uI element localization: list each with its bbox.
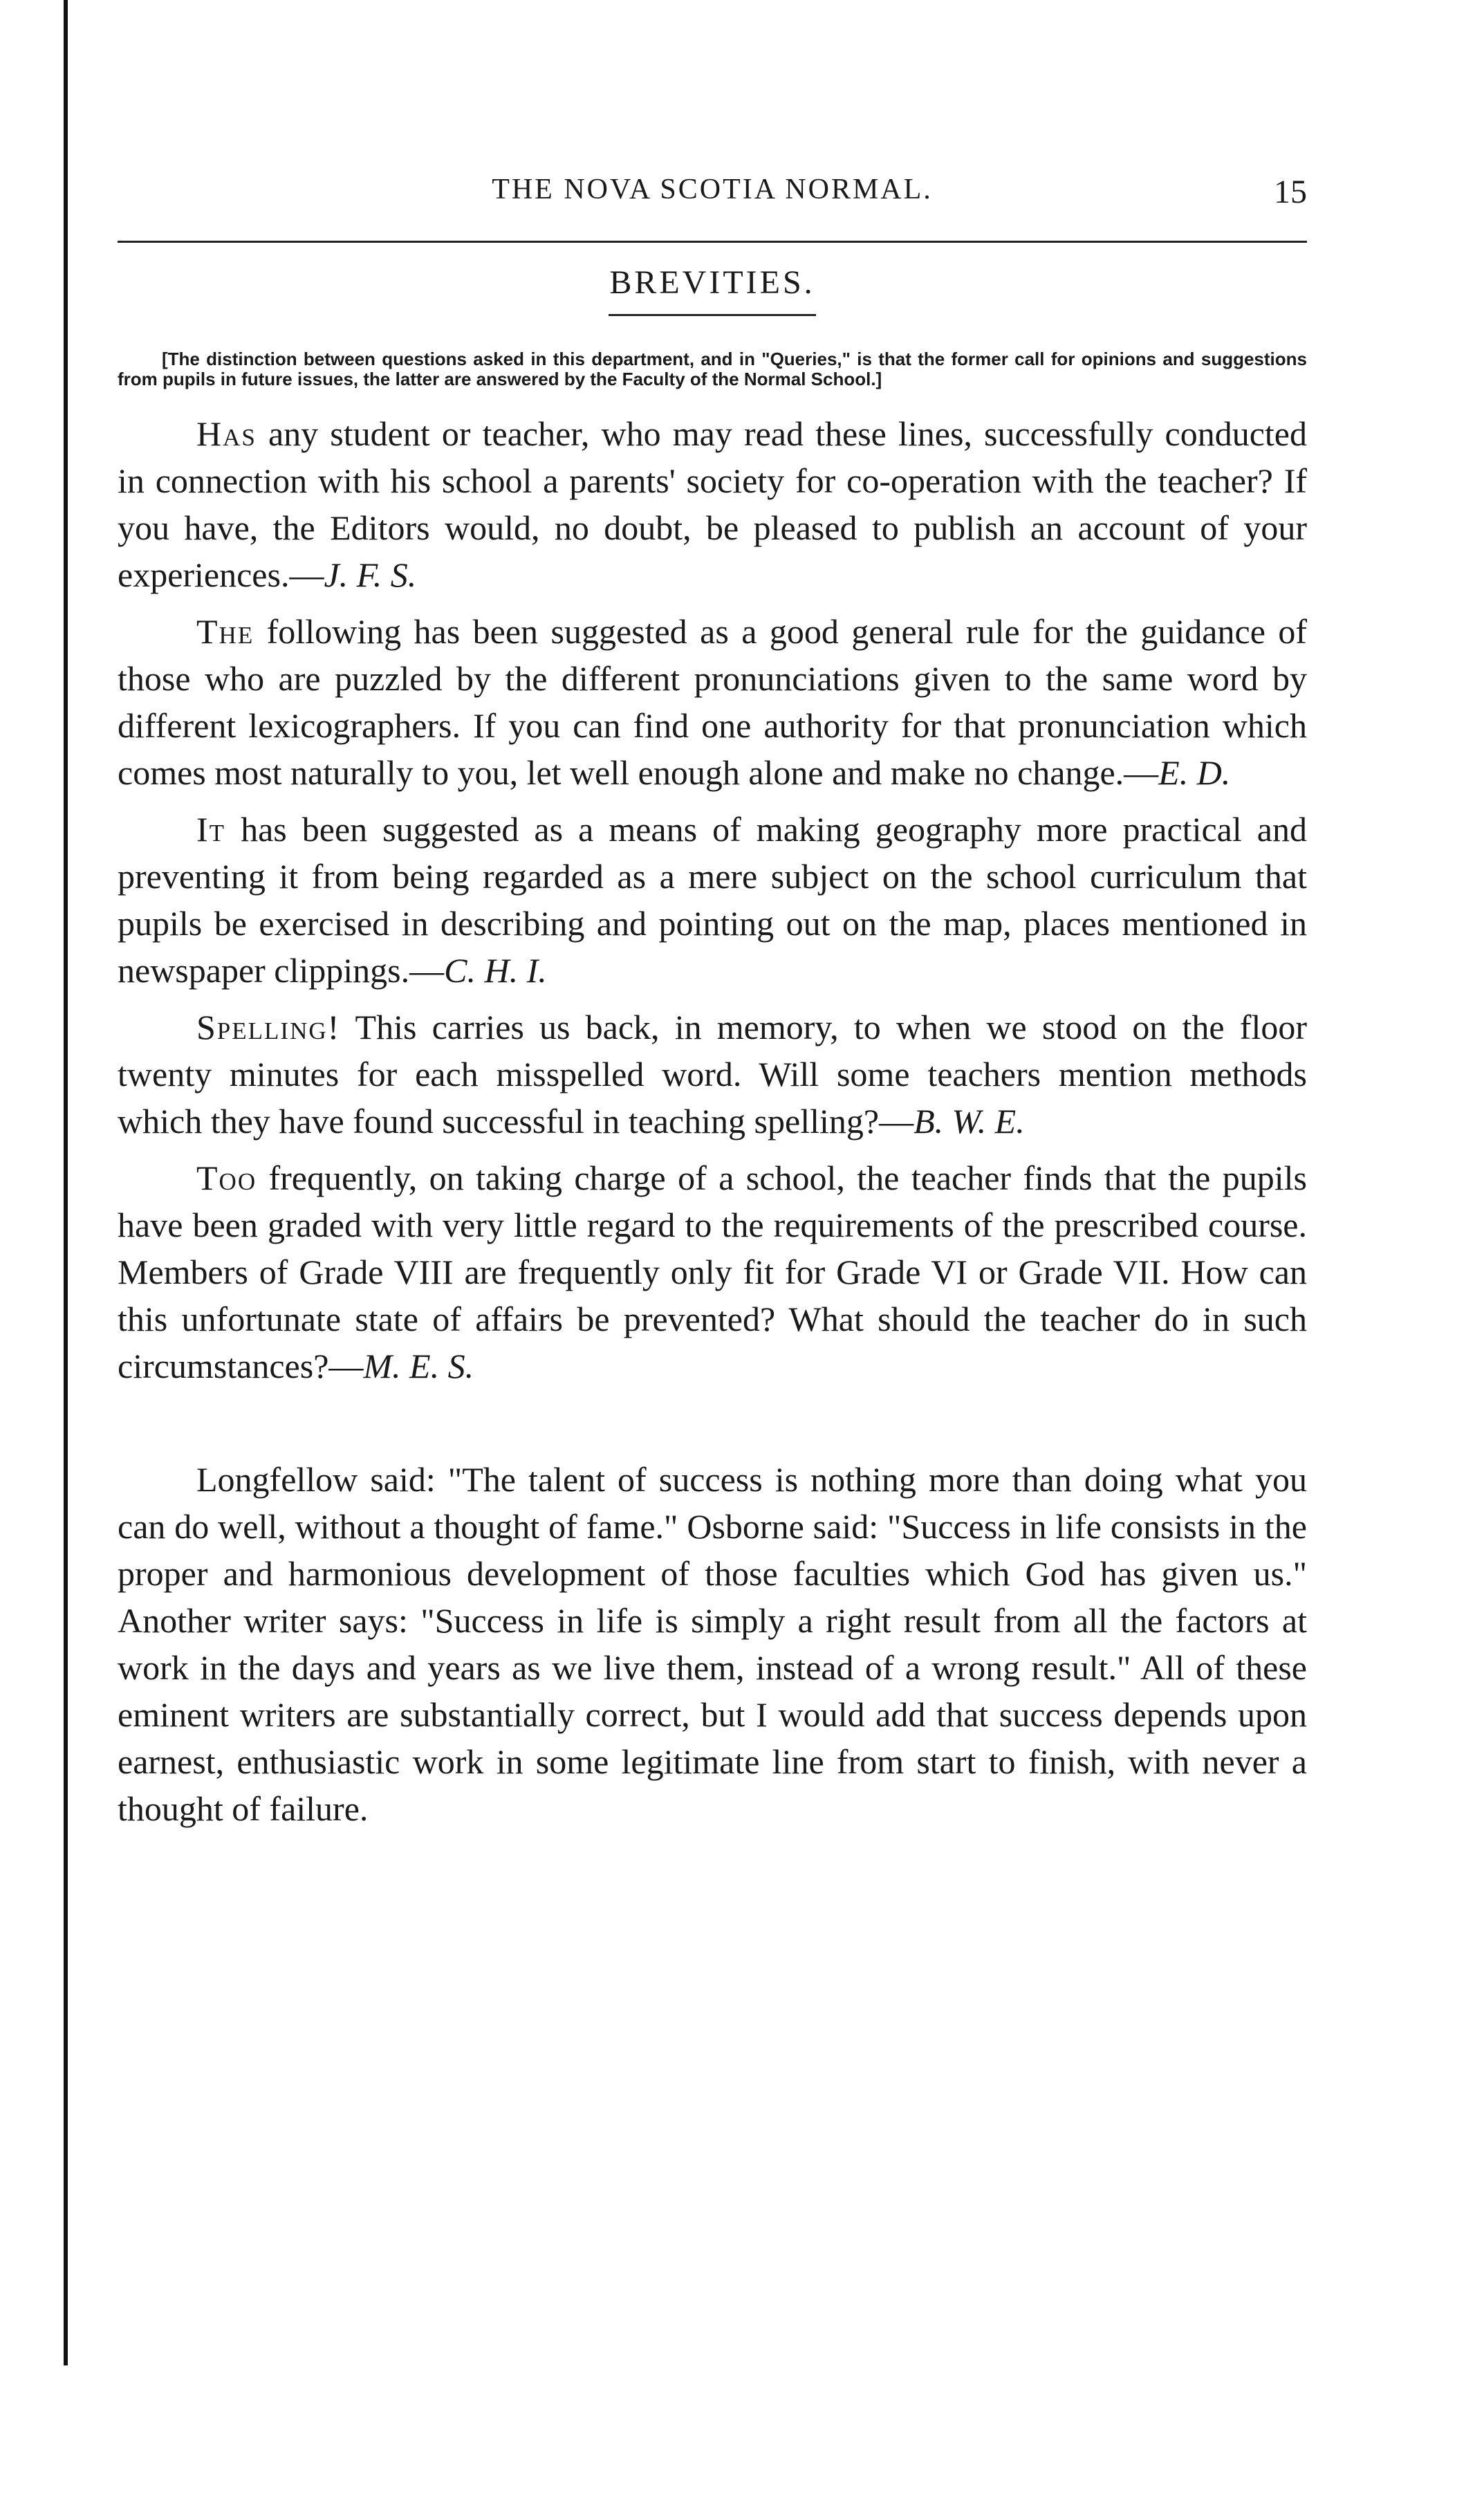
title-underline <box>609 314 816 316</box>
lead-word: It <box>196 810 226 849</box>
signature: J. F. S. <box>324 555 417 594</box>
editor-note: [The distinction between questions asked in this department, and in "Queries," is that the former call for opinions and suggestions from pupils in future issues, the latter are answered by the Faculty of the Normal School.] <box>118 349 1307 389</box>
paragraph-text: following has been suggested as a good general rule for the guidance of those who are puzzled by the different pronunciations given to the same word by different lexicographers. If you can find one authority for that pronunciation which comes most naturally to you, let well enough alone and make no change.— <box>118 612 1307 792</box>
page-column <box>118 173 1307 1832</box>
paragraph-text: any student or teacher, who may read these lines, successfully conducted in connection with his school a parents' society for co-operation with the teacher? If you have, the Editors would, no doubt, be pleased to publish an account of your experiences.— <box>118 414 1307 594</box>
signature: E. D. <box>1158 753 1231 792</box>
paragraph-text: has been suggested as a means of making geography more practical and preventing it from being regarded as a mere subject on the school curriculum that pupils be exercised in describing and pointing out on the map, places mentioned in newspaper clippings.— <box>118 810 1307 990</box>
brevity-paragraph <box>118 410 1307 598</box>
signature: C. H. I. <box>444 951 547 990</box>
brevity-paragraph <box>118 1004 1307 1145</box>
header-rule <box>118 241 1307 243</box>
lead-word: The <box>196 612 254 651</box>
lead-word: Too <box>196 1159 257 1197</box>
brevity-paragraph <box>118 806 1307 994</box>
signature: B. W. E. <box>913 1102 1025 1141</box>
section-gap <box>118 1390 1307 1456</box>
running-title: THE NOVA SCOTIA NORMAL. <box>492 174 933 205</box>
brevity-paragraph <box>118 608 1307 796</box>
brevity-paragraph <box>118 1154 1307 1390</box>
paragraph-text: frequently, on taking charge of a school, the teacher finds that the pupils have been graded with very little regard to the requirements of the prescribed course. Members of Grade VIII are frequently only fit for Grade VI or Grade VII. How can this unfortunate state of affairs be prevented? What should the teacher do in such circumstances?— <box>118 1159 1307 1385</box>
lead-word: Has <box>196 414 257 453</box>
running-head <box>118 173 1307 228</box>
page-number: 15 <box>1274 174 1307 210</box>
paragraph-text: This carries us back, in memory, to when we stood on the floor twenty minutes for each misspelled word. Will some teachers mention methods which they have found successful in teaching spelling?— <box>118 1008 1307 1141</box>
page-binding-edge <box>64 0 68 2365</box>
signature: M. E. S. <box>363 1347 474 1385</box>
lead-word: Spelling! <box>196 1008 341 1046</box>
section-title: BREVITIES. <box>609 264 815 301</box>
closing-paragraph: Longfellow said: "The talent of success is nothing more than doing what you can do well, without a thought of fame." Osborne said: "Success in life consists in the proper and harmonious development of those faculties which God has given us." Another writer says: "Success in life is simply a right result from all the factors at work in the days and years as we live them, instead of a wrong result." All of these eminent writers are substantially correct, but I would add that success depends upon earnest, enthusiastic work in some legitimate line from start to finish, with never a thought of failure. <box>118 1460 1307 1828</box>
